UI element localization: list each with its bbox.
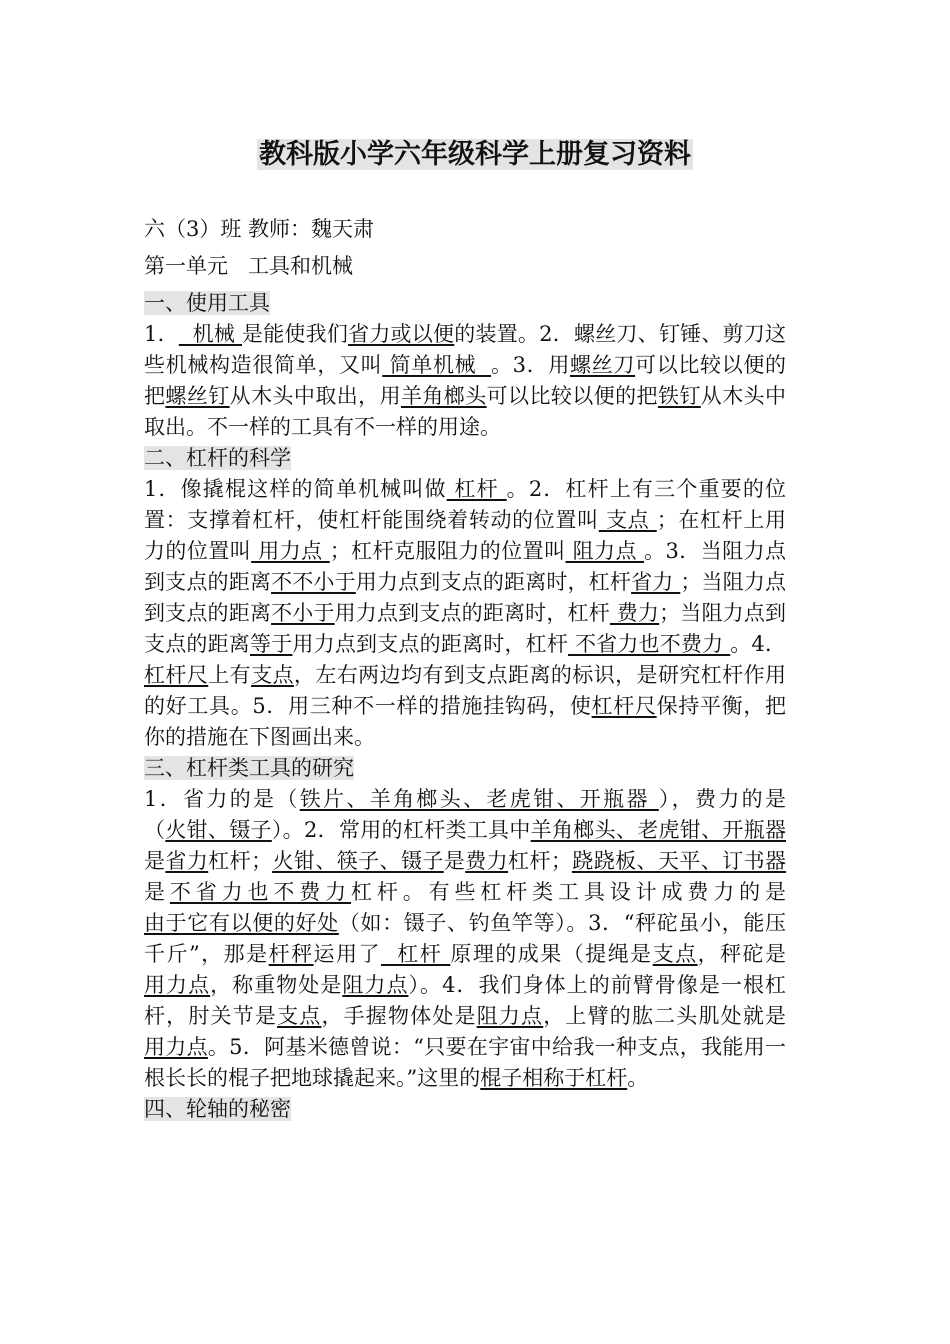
answer-blank: 费力 <box>465 849 509 873</box>
paragraph-text: ；当阻力点到支点的距离 <box>144 601 787 656</box>
paragraph-text: 。3．当阻力点到支点的距离 <box>144 539 786 594</box>
answer-blank: 铁钉 <box>657 384 701 408</box>
section-heading: 四、轮轴的秘密 <box>144 1097 291 1121</box>
answer-blank: 杠杆尺 <box>144 663 209 687</box>
answer-blank: 棍子相称于杠杆 <box>480 1066 628 1090</box>
answer-blank: 用力点 <box>251 539 330 563</box>
paragraph-text: 杠杆； <box>508 849 572 873</box>
paragraph-text: ；在杠杆上用力的位置叫 <box>144 508 787 563</box>
answer-blank: 杆秤 <box>268 942 314 966</box>
paragraph-text: ，上臂的肱二头肌处就是 <box>543 1004 787 1028</box>
paragraph-text: ，秤砣是 <box>697 942 787 966</box>
section-heading: 一、使用工具 <box>144 291 270 315</box>
answer-blank: 省力 <box>165 849 209 873</box>
document-title <box>0 138 950 172</box>
answer-blank: 支点 <box>277 1004 322 1028</box>
paragraph-text: ）。4．我们身体上的前臂骨像是一根杠杆，肘关节是 <box>144 973 787 1028</box>
answer-blank: 省力或以便 <box>348 322 455 346</box>
answer-blank: 铁片、羊角榔头、老虎钳、开瓶器 <box>299 787 659 811</box>
paragraph-text: 保持平衡，把你的措施在下图画出来。 <box>144 694 787 749</box>
answer-blank: 羊角榔头、老虎钳、开瓶器 <box>530 818 787 842</box>
answer-blank: 螺丝钉 <box>165 384 230 408</box>
answer-blank: 阻力点 <box>565 539 645 563</box>
answer-blank: 杠杆尺 <box>591 694 657 718</box>
answer-blank: 杠杆 <box>446 477 507 501</box>
paragraph-text: ，手握物体处是 <box>321 1004 477 1028</box>
paragraph-text: 是 <box>144 880 170 904</box>
paragraph-text: 是 <box>443 849 466 873</box>
answer-blank: 跷跷板、天平、订书器 <box>571 849 787 873</box>
paragraph-text: 是 <box>144 849 166 873</box>
paragraph-text: ；杠杆克服阻力的位置叫 <box>329 539 566 563</box>
paragraph-text: 上有 <box>208 663 252 687</box>
class-teacher-line: 六（3）班 教师：魏天肃 <box>144 217 375 241</box>
paragraph-text: 。 <box>627 1066 649 1090</box>
answer-blank: 支点 <box>251 663 294 687</box>
unit-name: 工具和机械 <box>248 254 353 278</box>
paragraph-text: 从木头中取出。不一样的工具有不一样的用途。 <box>144 384 787 439</box>
answer-blank: 用力点 <box>144 973 211 997</box>
paragraph-text: 。2．杠杆上有三个重要的位置：支撑着杠杆，使杠杆能围绕着转动的位置叫 <box>144 477 786 532</box>
answer-blank: 不不小于 <box>271 570 356 594</box>
answer-blank: 机械 <box>178 322 242 346</box>
paragraph-text: 用力点到支点的距离时，杠杆 <box>292 632 569 656</box>
answer-blank: 费力 <box>609 601 660 625</box>
paragraph-text: 可以比较以便的把 <box>486 384 658 408</box>
section-paragraph <box>144 319 786 443</box>
paragraph-text: 用力点到支点的距离时，杠杆 <box>355 570 632 594</box>
paragraph-text: （如：镊子、钓鱼竿等）。3．“秤砣虽小，能压千斤”，那是 <box>144 911 786 966</box>
section-heading: 二、杠杆的科学 <box>144 446 291 470</box>
paragraph-text: 从木头中取出，用 <box>229 384 401 408</box>
answer-blank: 不省力也不费力 <box>568 632 731 656</box>
paragraph-text: 可以比较以便的把 <box>144 353 787 408</box>
answer-blank: 杠杆 <box>380 942 451 966</box>
paragraph-text: ），费力的是（ <box>144 787 786 842</box>
unit-label: 第一单元 <box>144 254 228 278</box>
answer-blank: 不小于 <box>271 601 335 625</box>
paragraph-text: 。5．阿基米德曾说：“只要在宇宙中给我一种支点，我能用一根长长的棍子把地球撬起来。”这里的 <box>144 1035 786 1090</box>
paragraph-text: 的装置。2．螺丝刀、钉锤、剪刀这些机械构造很简单，又叫 <box>144 322 786 377</box>
answer-blank: 阻力点 <box>342 973 409 997</box>
paragraph-text: 1．像撬棍这样的简单机械叫做 <box>144 477 447 501</box>
paragraph-text: 1． <box>144 322 179 346</box>
paragraph-text: 原理的成果（提绳是 <box>450 942 653 966</box>
paragraph-text: ，左右两边均有到支点距离的标识，是研究杠杆作用的好工具。5．用三种不一样的措施挂钩码，使 <box>144 663 787 718</box>
answer-blank: 简单机械 <box>382 353 491 377</box>
unit-heading <box>144 251 786 282</box>
paragraph-text: 杠杆。有些杠杆类工具设计成费力的是 <box>351 880 786 904</box>
paragraph-text: 1．省力的是（ <box>144 787 300 811</box>
section-paragraph <box>144 784 786 1094</box>
answer-blank: 用力点 <box>144 1035 208 1059</box>
paragraph-text: 是能使我们 <box>241 322 349 346</box>
answer-blank: 省力 <box>631 570 681 594</box>
paragraph-text: 。4． <box>730 632 786 656</box>
section-paragraph <box>144 474 786 753</box>
paragraph-text: 。3．用 <box>491 353 571 377</box>
answer-blank: 火钳、筷子、镊子 <box>272 849 444 873</box>
paragraph-text: ，称重物处是 <box>210 973 343 997</box>
answer-blank: 阻力点 <box>476 1004 544 1028</box>
answer-blank: 羊角榔头 <box>400 384 487 408</box>
document-body <box>144 214 786 1125</box>
paragraph-text: 用力点到支点的距离时，杠杆 <box>334 601 610 625</box>
section-heading: 三、杠杆类工具的研究 <box>144 756 354 780</box>
title-text: 教科版小学六年级科学上册复习资料 <box>259 139 691 170</box>
paragraph-text: ）。2．常用的杠杆类工具中 <box>271 818 531 842</box>
answer-blank: 火钳、镊子 <box>165 818 272 842</box>
paragraph-text: 运用了 <box>313 942 381 966</box>
answer-blank: 支点 <box>652 942 698 966</box>
answer-blank: 不省力也不费力 <box>169 880 351 904</box>
answer-blank: 螺丝刀 <box>570 353 636 377</box>
answer-blank: 等于 <box>250 632 293 656</box>
answer-blank: 支点 <box>598 508 657 532</box>
paragraph-text: 杠杆； <box>208 849 273 873</box>
paragraph-text: ；当阻力点到支点的距离 <box>144 570 787 625</box>
answer-blank: 由于它有以便的好处 <box>144 911 339 935</box>
